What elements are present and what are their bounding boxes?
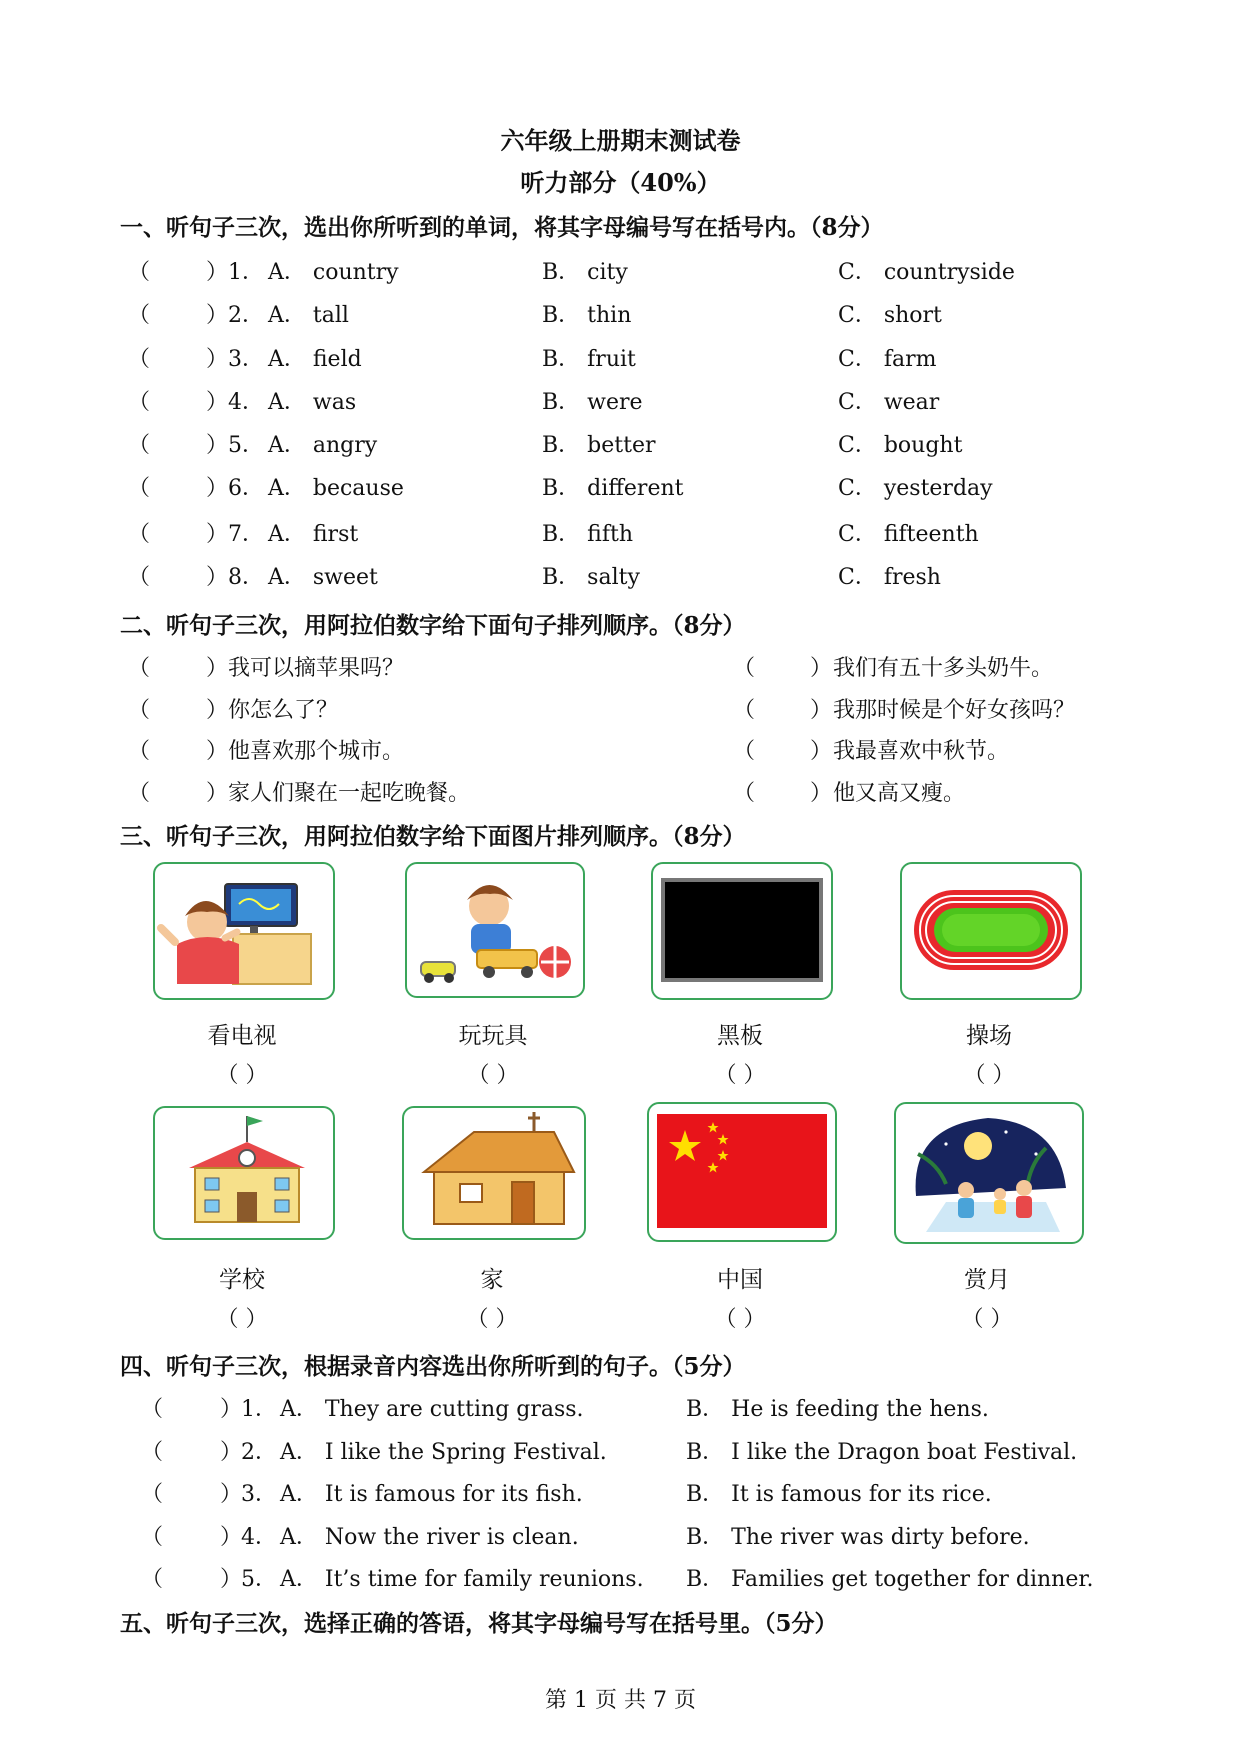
question-number: 5． (241, 1567, 277, 1592)
option-a: A． because (268, 476, 404, 501)
option-a: A． I like the Spring Festival. (280, 1440, 607, 1465)
option-a: A． was (268, 390, 357, 415)
option-b: B． The river was dirty before. (686, 1525, 1030, 1550)
answer-paren-close[interactable]: ） (220, 1482, 243, 1507)
page-title: 六年级上册期末测试卷 (500, 126, 741, 155)
question-row (0, 428, 1241, 464)
option-b: B． He is feeding the hens. (686, 1397, 989, 1422)
answer-paren-open[interactable]: （ (128, 739, 151, 764)
answer-paren-open[interactable]: （ (128, 656, 151, 681)
answer-paren-close[interactable]: ） (206, 347, 229, 372)
answer-paren-open[interactable]: （ (128, 303, 151, 328)
house-icon (404, 1108, 584, 1238)
question-row (0, 471, 1241, 507)
answer-paren-open[interactable]: （ (128, 260, 151, 285)
answer-paren-close[interactable]: ） (206, 476, 229, 501)
question-number: 1． (228, 260, 264, 285)
option-a: A． first (268, 522, 359, 547)
question-number: 7． (228, 522, 264, 547)
answer-paren-open[interactable]: （ (128, 433, 151, 458)
section2-heading: 二、听句子三次，用阿拉伯数字给下面句子排列顺序。（8分） (120, 612, 746, 639)
section3-heading: 三、听句子三次，用阿拉伯数字给下面图片排列顺序。（8分） (120, 823, 746, 850)
option-a: A． sweet (268, 565, 378, 590)
blackboard-picture (651, 862, 833, 1000)
answer-paren-open[interactable]: （ (141, 1525, 164, 1550)
option-a: A． field (268, 347, 362, 372)
answer-paren-open[interactable]: （ (128, 522, 151, 547)
answer-paren-close[interactable]: ） (220, 1440, 243, 1465)
question-row (0, 560, 1241, 596)
china-flag-icon (649, 1104, 835, 1240)
option-a: A． It is famous for its fish. (280, 1482, 583, 1507)
option-a: A． country (268, 260, 399, 285)
option-c: C． fresh (838, 565, 941, 590)
play-toys-icon (407, 864, 583, 996)
option-b: B． were (542, 390, 643, 415)
answer-paren-open[interactable]: （ (128, 781, 151, 806)
question-number: 6． (228, 476, 264, 501)
question-number: 3． (228, 347, 264, 372)
answer-paren-open[interactable]: （ (733, 656, 756, 681)
option-c: C． fifteenth (838, 522, 979, 547)
caption-moon-watching: 赏月 (964, 1267, 1010, 1293)
option-c: C． farm (838, 347, 937, 372)
answer-blank[interactable]: （ ） (714, 1307, 766, 1332)
option-a: A． angry (268, 433, 378, 458)
question-number: 3． (241, 1482, 277, 1507)
answer-paren-close[interactable]: ） (810, 656, 833, 681)
answer-paren-close[interactable]: ） (220, 1525, 243, 1550)
section5-heading: 五、听句子三次，选择正确的答语，将其字母编号写在括号里。（5分） (120, 1610, 838, 1637)
section1-heading: 一、听句子三次，选出你所听到的单词，将其字母编号写在括号内。（8分） (120, 214, 884, 241)
question-number: 4． (228, 390, 264, 415)
option-c: C． wear (838, 390, 940, 415)
moon-watching-picture (894, 1102, 1084, 1244)
answer-paren-open[interactable]: （ (733, 698, 756, 723)
question-row (0, 255, 1241, 291)
sentence-right: 他又高又瘦。 (833, 781, 966, 806)
watch-tv-icon (155, 864, 333, 998)
answer-paren-close[interactable]: ） (206, 260, 229, 285)
question-number: 8． (228, 565, 264, 590)
option-c: C． short (838, 303, 942, 328)
answer-blank[interactable]: （ ） (466, 1307, 518, 1332)
answer-paren-close[interactable]: ） (206, 303, 229, 328)
sentence-left: 我可以摘苹果吗？ (228, 656, 405, 681)
question-row (0, 298, 1241, 334)
answer-paren-open[interactable]: （ (733, 781, 756, 806)
question-row (0, 342, 1241, 378)
option-b: B． better (542, 433, 656, 458)
play-toys-picture (405, 862, 585, 998)
answer-paren-open[interactable]: （ (141, 1482, 164, 1507)
answer-paren-open[interactable]: （ (128, 565, 151, 590)
playground-icon (902, 864, 1080, 998)
answer-paren-close[interactable]: ） (220, 1567, 243, 1592)
answer-paren-open[interactable]: （ (141, 1397, 164, 1422)
sentence-right: 我那时候是个好女孩吗？ (833, 698, 1076, 723)
answer-paren-open[interactable]: （ (128, 476, 151, 501)
answer-blank[interactable]: （ ） (714, 1063, 766, 1088)
school-icon (155, 1108, 333, 1238)
answer-paren-open[interactable]: （ (141, 1567, 164, 1592)
option-b: B． thin (542, 303, 632, 328)
sentence-right: 我们有五十多头奶牛。 (833, 656, 1054, 681)
answer-paren-close[interactable]: ） (206, 781, 229, 806)
question-row (0, 1562, 1241, 1598)
answer-paren-open[interactable]: （ (128, 698, 151, 723)
option-c: C． bought (838, 433, 963, 458)
answer-paren-close[interactable]: ） (220, 1397, 243, 1422)
answer-blank[interactable]: （ ） (216, 1307, 268, 1332)
sentence-left: 家人们聚在一起吃晚餐。 (228, 781, 471, 806)
blackboard-icon (653, 864, 831, 998)
ordering-row (0, 651, 1241, 687)
section4-heading: 四、听句子三次，根据录音内容选出你所听到的句子。（5分） (120, 1353, 746, 1380)
caption-watch-tv: 看电视 (207, 1023, 277, 1049)
home-picture (402, 1106, 586, 1240)
option-c: C． countryside (838, 260, 1015, 285)
option-b: B． fruit (542, 347, 636, 372)
option-b: B． I like the Dragon boat Festival. (686, 1440, 1078, 1465)
answer-blank[interactable]: （ ） (216, 1063, 268, 1088)
answer-blank[interactable]: （ ） (961, 1307, 1013, 1332)
answer-paren-close[interactable]: ） (810, 698, 833, 723)
question-number: 2． (241, 1440, 277, 1465)
option-b: B． It is famous for its rice. (686, 1482, 992, 1507)
sentence-left: 你怎么了？ (228, 698, 339, 723)
option-b: B． Families get together for dinner. (686, 1567, 1094, 1592)
option-b: B． city (542, 260, 628, 285)
option-b: B． different (542, 476, 684, 501)
answer-paren-open[interactable]: （ (128, 390, 151, 415)
answer-paren-close[interactable]: ） (206, 656, 229, 681)
answer-paren-close[interactable]: ） (206, 739, 229, 764)
question-row (0, 385, 1241, 421)
answer-paren-close[interactable]: ） (206, 433, 229, 458)
option-a: A． They are cutting grass. (280, 1397, 584, 1422)
answer-paren-close[interactable]: ） (206, 390, 229, 415)
china-picture (647, 1102, 837, 1242)
answer-paren-close[interactable]: ） (810, 739, 833, 764)
answer-paren-open[interactable]: （ (128, 347, 151, 372)
option-b: B． salty (542, 565, 640, 590)
option-a: A． Now the river is clean. (280, 1525, 579, 1550)
option-a: A． It’s time for family reunions. (280, 1567, 644, 1592)
answer-paren-open[interactable]: （ (141, 1440, 164, 1465)
question-row (0, 1477, 1241, 1513)
caption-china: 中国 (717, 1267, 763, 1293)
option-c: C． yesterday (838, 476, 993, 501)
question-row (0, 517, 1241, 553)
ordering-row (0, 693, 1241, 729)
caption-home: 家 (480, 1267, 504, 1293)
caption-school: 学校 (219, 1267, 265, 1293)
question-number: 5． (228, 433, 264, 458)
answer-paren-close[interactable]: ） (206, 698, 229, 723)
answer-blank[interactable]: （ ） (467, 1063, 519, 1088)
school-picture (153, 1106, 335, 1240)
caption-play-toys: 玩玩具 (458, 1023, 528, 1049)
answer-paren-open[interactable]: （ (733, 739, 756, 764)
option-b: B． fifth (542, 522, 633, 547)
question-number: 2． (228, 303, 264, 328)
playground-picture (900, 862, 1082, 1000)
question-row (0, 1520, 1241, 1556)
sentence-left: 他喜欢那个城市。 (228, 739, 405, 764)
page-footer: 第 1 页 共 7 页 (545, 1688, 696, 1713)
caption-playground: 操场 (966, 1023, 1012, 1049)
sentence-right: 我最喜欢中秋节。 (833, 739, 1010, 764)
option-a: A． tall (268, 303, 349, 328)
caption-blackboard: 黑板 (717, 1023, 763, 1049)
ordering-row (0, 776, 1241, 812)
answer-paren-close[interactable]: ） (810, 781, 833, 806)
question-number: 4． (241, 1525, 277, 1550)
question-row (0, 1435, 1241, 1471)
ordering-row (0, 734, 1241, 770)
page-subtitle: 听力部分（40%） (520, 168, 721, 197)
answer-paren-close[interactable]: ） (206, 522, 229, 547)
answer-paren-close[interactable]: ） (206, 565, 229, 590)
moon-watching-icon (896, 1104, 1082, 1242)
question-number: 1． (241, 1397, 277, 1422)
question-row (0, 1392, 1241, 1428)
answer-blank[interactable]: （ ） (963, 1063, 1015, 1088)
watch-tv-picture (153, 862, 335, 1000)
